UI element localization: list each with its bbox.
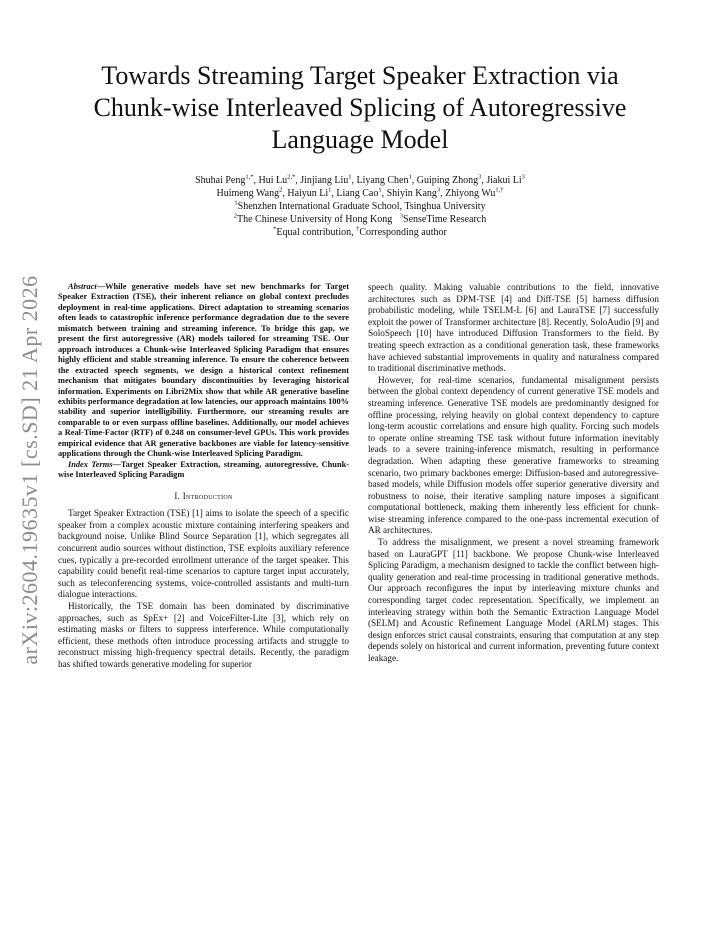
author-note: *Equal contribution, †Corresponding author [273,225,447,238]
abstract-label: Abstract [68,282,97,291]
abstract-text: —While generative models have set new benchmarks for Target Speaker Extraction (TSE), their inherent reliance on global context precludes deployment in real-time applications. Direct adaptation to streaming scenarios often leads to catastrophic inference performance degradation due to the severe mismatch between training and streaming inference. To bridge this gap, we present the first autoregressive (AR) models tailored for streaming TSE. Our approach introduces a Chunk-wise Interleaved Splicing Paradigm that ensures highly efficient and stable streaming inference. To ensure the coherence between the extracted speech segments, we design a historical context refinement mechanism that mitigates boundary discontinuities by leveraging historical information. Experiments on Libri2Mix show that while AR generative baseline exhibits performance degradation at low latencies, our approach maintains 100% stability and superior intelligibility. Furthermore, our streaming results are comparable to or even surpass offline baselines. Additionally, our model achieves a Real-Time-Factor (RTF) of 0.248 on consumer-level GPUs. This work provides empirical evidence that AR generative backbones are viable for latency-sensitive applications through the Chunk-wise Interleaved Splicing Paradigm. [58,282,349,459]
section-title: Introduction [182,490,233,501]
author-line-2: Huimeng Wang$^2$, Haiyun Li$^1$, Liang Cao$^1$, Shiyin Kang$^3$, Zhiyong $Wu^{1,\dagger}$ [216,186,504,199]
intro-paragraph-1: Target Speaker Extraction (TSE) [1] aims to isolate the speech of a specific speaker from a complex acoustic mixture containing interfering speakers and background noise. Unlike Blind Source Separation [1], which segregates all concurrent audio sources without distinction, TSE exploits auxiliary reference cues, typically a pre-recorded enrollment utterance of the target speaker. This capability could benefit real-time scenarios to capture target input accurately, such as teleconferencing systems, voice-controlled assistants and multi-turn dialogue interactions. [58,508,349,600]
right-column [368,282,659,665]
section-number: I. [174,490,181,501]
title-line-1: Towards Streaming Target Speaker Extraction via [101,61,619,90]
intro-paragraph-continued: speech quality. Making valuable contributions to the field, innovative architectures such as DPM-TSE [4] and Diff-TSE [5] harness diffusion probabilistic modeling, while TSELM-L [6] and LauraTSE [7] successfully exploit the power of Transformer architecture [8]. Recently, SoloAudio [9] and SoloSpeech [10] have introduced Diffusion Transformers to the field. By treating speech extraction as a conditional generation task, these frameworks have achieved substantial improvements in quality and naturalness compared to traditional discriminative methods. [368,282,659,374]
index-terms-label: Index Terms [68,459,113,469]
author-block [60,174,660,239]
paper-title [50,60,670,156]
intro-paragraph-2: Historically, the TSE domain has been dominated by discriminative approaches, such as SpEx+ [2] and VoiceFilter-Lite [3], which rely on estimating masks or filters to suppress interference. While computationally efficient, these methods often introduce processing artifacts and struggle to reconstruct missing high-frequency spectral details. Recently, the paradigm has shifted towards generative modeling for superior [58,600,349,669]
intro-paragraph-4: To address the misalignment, we present a novel streaming framework based on LauraGPT [11] backbone. We propose Chunk-wise Interleaved Splicing Paradigm, a mechanism designed to tackle the conflict between high-quality generation and real-time processing in traditional generative methods. Our approach reconfigures the input by interleaving mixture chunks and corresponding target codec representation. Specifically, we implement an interleaving strategy within both the Semantic Extraction Language Model (SELM) and Acoustic Refinement Language Model (ARLM) stages. This design enforces strict causal constraints, ensuring that computation at any step depends solely on historical and current information, preventing future context leakage. [368,537,659,663]
abstract [58,282,349,460]
affiliation-2: $^2$The Chinese University of Hong Kong $^3$SenseTime Research [233,212,487,225]
arxiv-identifier-text: arXiv:2604.19635v1 [cs.SD] 21 Apr 2026 [17,275,42,665]
index-terms [58,460,349,481]
intro-paragraph-3: However, for real-time scenarios, fundamental misalignment persists between the global context dependency of current generative TSE models and streaming inference. Generative TSE models are predominantly designed for offline processing, relying heavily on global context dependency to capture long-term acoustic correlations and ensure high quality. Forcing such models to operate online streaming TSE task without future information inevitably leads to a severe training-inference mismatch, resulting in performance degradation. When adapting these generative frameworks to streaming scenario, two primary backbones emerge: Diffusion-based and autoregressive-based models, while Diffusion models offer superior generative diversity and robustness to noise, their iterative sampling nature imposes a significant computational bottleneck, making them inherently less efficient for chunk-wise streaming inference compared to the one-pass incremental execution of AR architectures. [368,374,659,536]
title-line-2: Chunk-wise Interleaved Splicing of Autoregressive [93,93,627,122]
affiliation-1: $^1$Shenzhen International Graduate School, Tsinghua University [234,199,486,212]
section-heading-introduction [58,491,349,503]
author-line-1: Shuhai Peng$^{1,*}$, Hui $Lu^{2,*}$, Jinjiang Liu$^1$, Liyang Chen$^1$, Guiping Zhong$^3$, Jiakui Li$^3$ [195,173,525,186]
left-column [58,282,349,671]
title-line-3: Language Model [271,125,449,154]
arxiv-identifier [12,260,48,680]
index-terms-text: —Target Speaker Extraction, streaming, autoregressive, Chunk-wise Interleaved Splicing Paradigm [58,459,350,480]
